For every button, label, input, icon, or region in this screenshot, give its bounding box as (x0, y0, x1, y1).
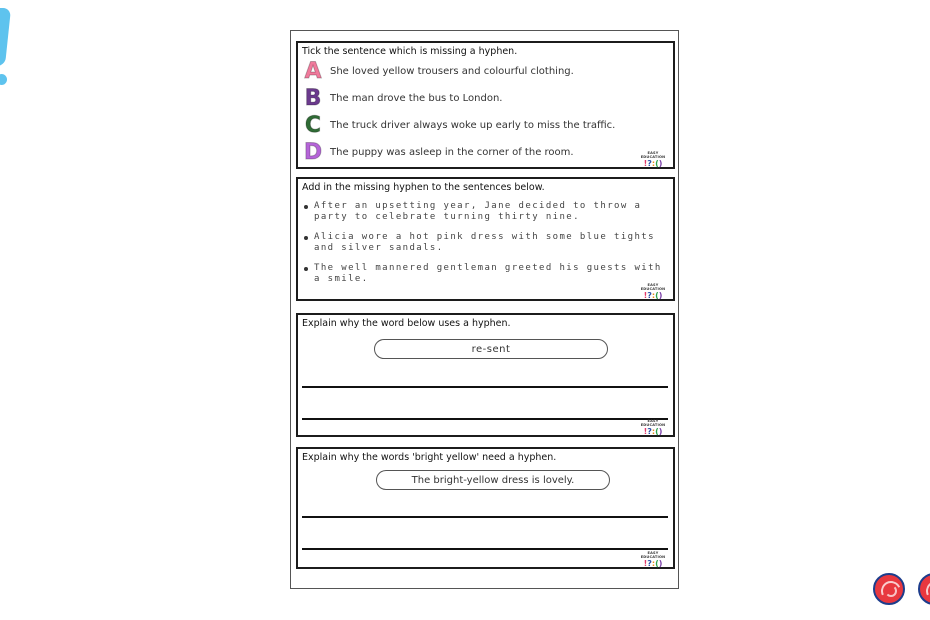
answer-line[interactable] (302, 516, 668, 518)
option-d-text: The puppy was asleep in the corner of the room. (330, 147, 574, 158)
option-a[interactable] (302, 61, 662, 83)
worksheet (290, 30, 679, 589)
list-item: Alicia wore a hot pink dress with some blue tights and silver sandals. (304, 232, 666, 254)
option-c-text: The truck driver always woke up early to miss the traffic. (330, 120, 616, 131)
explain-words-panel (296, 447, 675, 569)
answer-line[interactable] (302, 386, 668, 388)
missing-hyphen-panel (296, 177, 675, 301)
word-pill: re-sent (374, 339, 608, 359)
letter-a-icon: A (304, 59, 322, 84)
letter-d-icon: D (303, 140, 323, 165)
tick-sentence-panel (296, 41, 675, 169)
explain-word-panel (296, 313, 675, 437)
section1-heading: Tick the sentence which is missing a hyphen. (302, 46, 518, 57)
easy-education-logo: EASY EDUCATION !?:() (640, 151, 666, 168)
sentence-pill: The bright-yellow dress is lovely. (376, 470, 610, 490)
option-a-text: She loved yellow trousers and colourful clothing. (330, 66, 574, 77)
section2-heading: Add in the missing hyphen to the sentences below. (302, 182, 545, 193)
letter-b-icon: B (304, 86, 322, 111)
answer-line[interactable] (302, 418, 668, 420)
option-c[interactable] (302, 115, 662, 137)
option-b[interactable] (302, 88, 662, 110)
sentence-list (304, 201, 666, 294)
section3-heading: Explain why the word below uses a hyphen. (302, 318, 511, 329)
answer-line[interactable] (302, 548, 668, 550)
red-swirl-badge-icon[interactable] (918, 573, 930, 605)
red-swirl-badge-icon[interactable] (873, 573, 905, 605)
list-item: The well mannered gentleman greeted his guests with a smile. (304, 263, 666, 285)
easy-education-logo: EASY EDUCATION !?:() (640, 551, 666, 568)
easy-education-logo: EASY EDUCATION !?:() (640, 283, 666, 300)
list-item: After an upsetting year, Jane decided to throw a party to celebrate turning thirty nine. (304, 201, 666, 223)
easy-education-logo: EASY EDUCATION !?:() (640, 419, 666, 436)
option-b-text: The man drove the bus to London. (330, 93, 503, 104)
section4-heading: Explain why the words 'bright yellow' need a hyphen. (302, 452, 557, 463)
letter-c-icon: C (304, 113, 322, 138)
option-d[interactable] (302, 142, 662, 164)
exclamation-mark-icon (0, 8, 14, 86)
